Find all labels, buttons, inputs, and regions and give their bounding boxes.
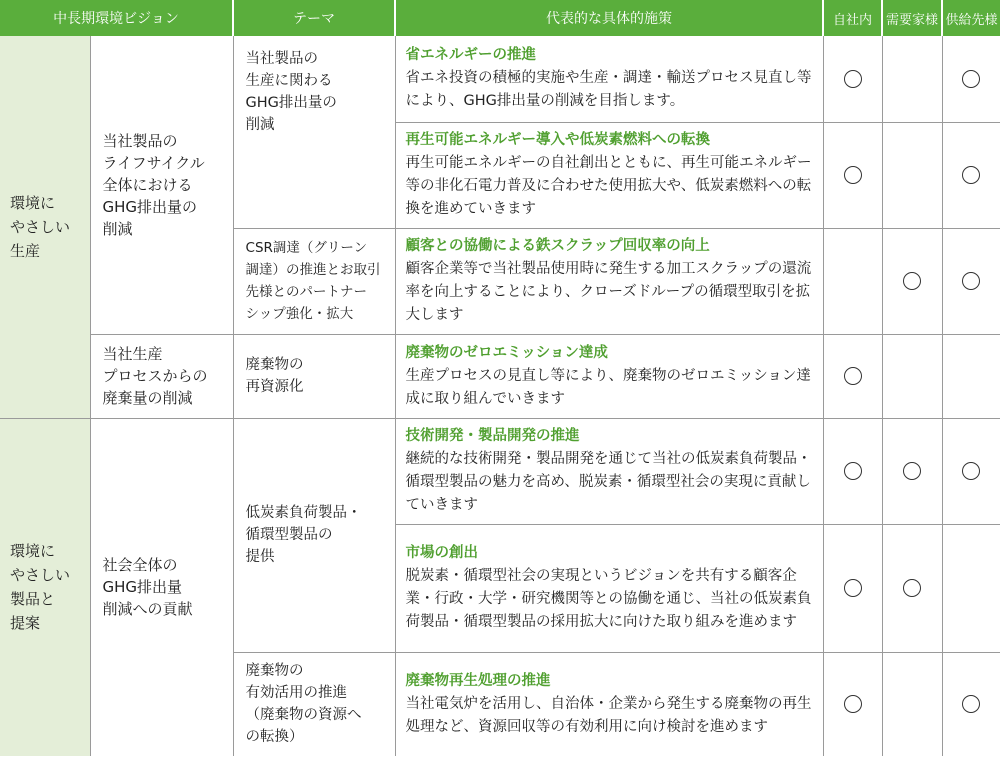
circle-mark-icon [844, 166, 862, 184]
measure-title: 顧客との協働による鉄スクラップ回収率の向上 [405, 238, 710, 254]
header-theme: テーマ [233, 0, 395, 36]
measure-cell [395, 122, 823, 228]
table-row [0, 36, 1000, 122]
circle-mark-icon [903, 579, 921, 597]
header-customers: 需要家様 [882, 0, 942, 36]
circle-mark-icon [962, 70, 980, 88]
circle-mark-icon [962, 462, 980, 480]
circle-mark-icon [903, 272, 921, 290]
measure-cell [395, 524, 823, 652]
mark-in-house [823, 418, 882, 524]
vision-label: 環境に やさしい 生産 [10, 193, 71, 260]
goal-cell [90, 36, 233, 334]
mark-in-house [823, 334, 882, 418]
mark-customers [882, 418, 942, 524]
mark-customers [882, 334, 942, 418]
mark-customers [882, 36, 942, 122]
vision-cell [0, 36, 90, 418]
measure-cell [395, 334, 823, 418]
goal-cell [90, 418, 233, 756]
mark-suppliers [942, 418, 1000, 524]
measure-description: 当社電気炉を活用し、自治体・企業から発生する廃棄物の再生処理など、資源回収等の有効利用に向け検討を進めます [405, 695, 812, 735]
measure-description: 脱炭素・循環型社会の実現というビジョンを共有する顧客企業・行政・大学・研究機関等との協働を通じ、当社の低炭素負荷製品・循環型製品の採用拡大に向けた取り組みを進めます [405, 568, 812, 630]
measure-cell [395, 652, 823, 756]
mark-suppliers [942, 228, 1000, 334]
mark-suppliers [942, 652, 1000, 756]
mark-suppliers [942, 122, 1000, 228]
measure-cell [395, 228, 823, 334]
mark-customers [882, 652, 942, 756]
theme-label: CSR調達（グリーン 調達）の推進とお取引 先様とのパートナー シップ強化・拡大 [245, 240, 381, 322]
theme-cell [233, 652, 395, 756]
header-measure: 代表的な具体的施策 [395, 0, 823, 36]
measure-description: 生産プロセスの見直し等により、廃棄物のゼロエミッション達成に取り組んでいきます [405, 367, 811, 407]
measure-description: 継続的な技術開発・製品開発を通じて当社の低炭素負荷製品・循環型製品の魅力を高め、脱炭素・循環型社会の実現に貢献していきます [405, 451, 812, 513]
measure-cell [395, 418, 823, 524]
mark-in-house [823, 36, 882, 122]
measure-description: 顧客企業等で当社製品使用時に発生する加工スクラップの還流率を向上することにより、クローズドループの循環型取引を拡大します [405, 261, 812, 323]
mark-customers [882, 524, 942, 652]
theme-cell [233, 334, 395, 418]
measure-description: 省エネ投資の積極的実施や生産・調達・輸送プロセス見直し等により、GHG排出量の削減を目指します。 [405, 70, 812, 110]
header-suppliers: 供給先様 [942, 0, 1000, 36]
circle-mark-icon [962, 166, 980, 184]
vision-label: 環境に やさしい 製品と 提案 [10, 542, 71, 633]
theme-label: 低炭素負荷製品・ 循環型製品の 提供 [245, 505, 362, 565]
circle-mark-icon [962, 695, 980, 713]
vision-cell [0, 418, 90, 756]
circle-mark-icon [844, 367, 862, 385]
goal-label: 当社製品の ライフサイクル 全体における GHG排出量の 削減 [102, 131, 205, 238]
circle-mark-icon [844, 695, 862, 713]
goal-label: 当社生産 プロセスからの 廃棄量の削減 [102, 345, 208, 407]
mark-in-house [823, 652, 882, 756]
measure-description: 再生可能エネルギーの自社創出とともに、再生可能エネルギー等の非化石電力普及に合わせた使用拡大や、低炭素燃料への転換を進めていきます [405, 155, 812, 217]
mark-in-house [823, 524, 882, 652]
theme-label: 廃棄物の 再資源化 [245, 357, 304, 395]
theme-label: 廃棄物の 有効活用の推進 （廃棄物の資源へ の転換） [245, 663, 362, 746]
theme-cell [233, 228, 395, 334]
mark-suppliers [942, 36, 1000, 122]
theme-cell [233, 418, 395, 652]
header-in-house: 自社内 [823, 0, 882, 36]
mark-suppliers [942, 524, 1000, 652]
header-row [0, 0, 1000, 36]
measure-title: 市場の創出 [405, 545, 479, 561]
goal-label: 社会全体の GHG排出量 削減への貢献 [102, 556, 193, 619]
table-row [0, 334, 1000, 418]
theme-cell [233, 36, 395, 228]
measure-title: 再生可能エネルギー導入や低炭素燃料への転換 [405, 132, 711, 148]
mark-suppliers [942, 334, 1000, 418]
goal-cell [90, 334, 233, 418]
mark-customers [882, 228, 942, 334]
mark-in-house [823, 228, 882, 334]
mark-in-house [823, 122, 882, 228]
measure-title: 廃棄物のゼロエミッション達成 [405, 344, 608, 361]
measure-title: 技術開発・製品開発の推進 [405, 428, 580, 444]
measure-title: 廃棄物再生処理の推進 [405, 672, 551, 689]
circle-mark-icon [903, 462, 921, 480]
measure-title: 省エネルギーの推進 [405, 47, 537, 64]
table-row [0, 418, 1000, 524]
theme-label: 当社製品の 生産に関わる GHG排出量の 削減 [245, 51, 337, 133]
circle-mark-icon [844, 579, 862, 597]
mark-customers [882, 122, 942, 228]
circle-mark-icon [844, 70, 862, 88]
circle-mark-icon [962, 272, 980, 290]
circle-mark-icon [844, 462, 862, 480]
header-vision: 中長期環境ビジョン [0, 0, 233, 36]
measure-cell [395, 36, 823, 122]
